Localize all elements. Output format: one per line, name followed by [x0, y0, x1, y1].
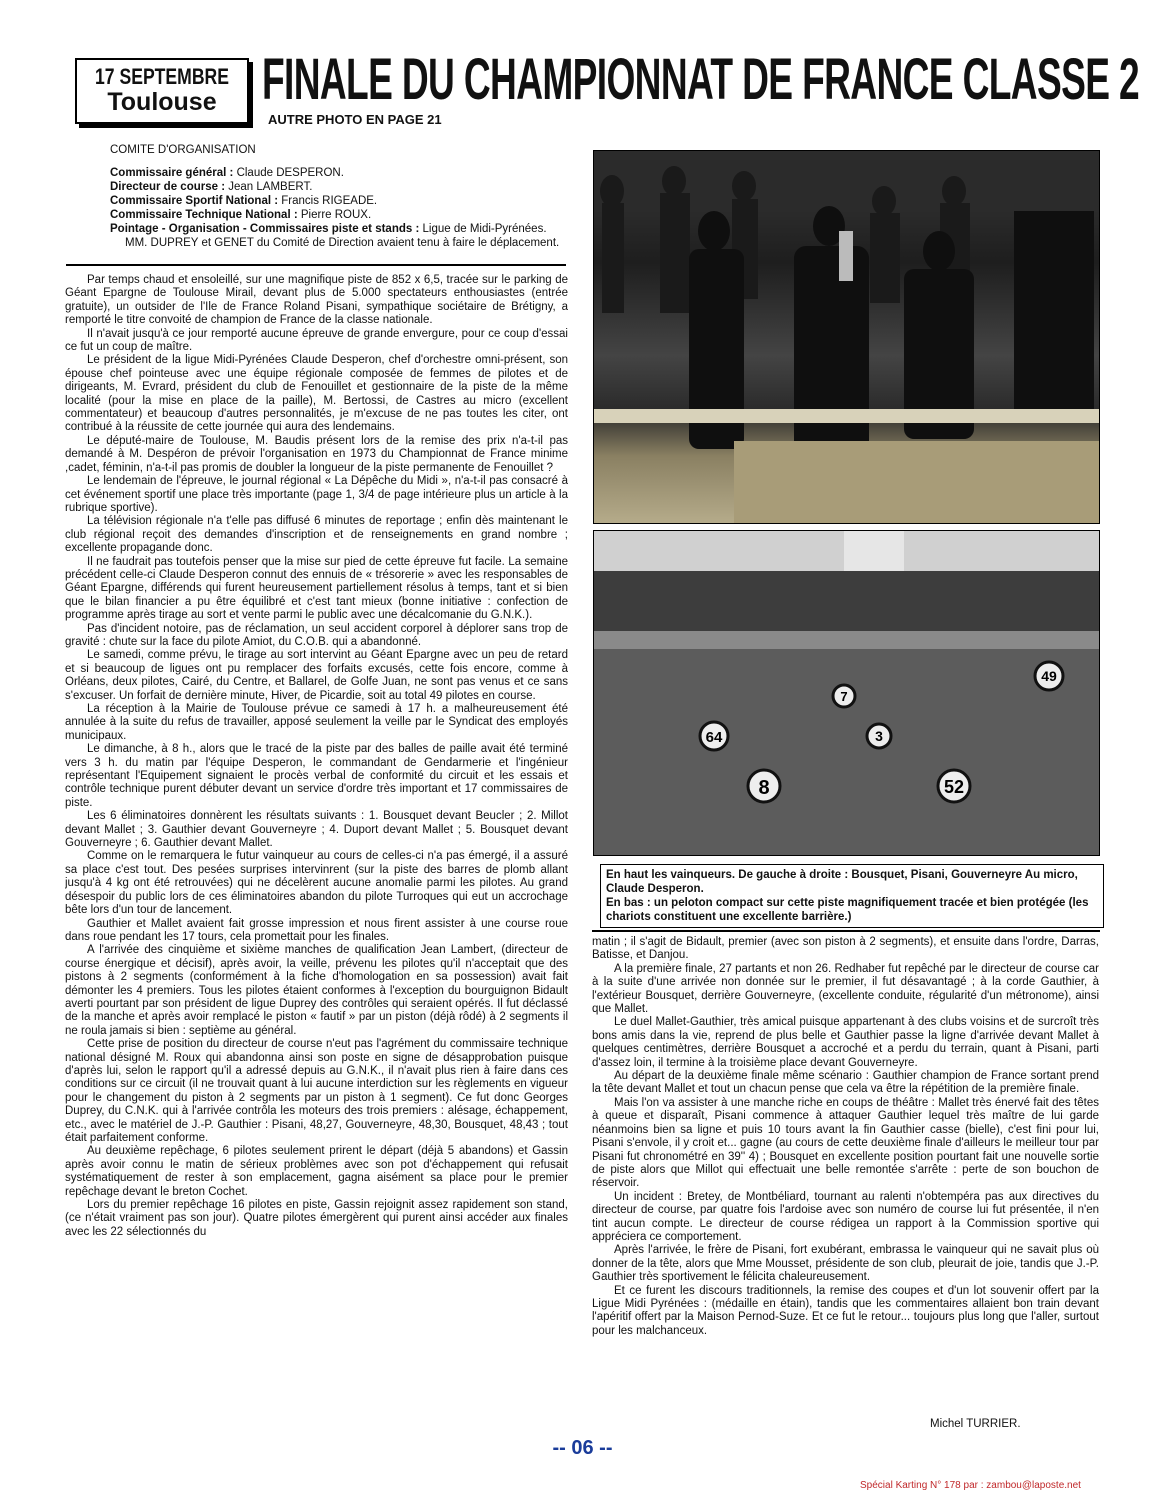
podium-illustration [594, 151, 1099, 523]
footer-label: Spécial Karting N° 178 par : [860, 1480, 984, 1491]
date-text: 17 SEPTEMBRE [95, 64, 229, 89]
comite-row [110, 222, 570, 236]
article-paragraph: Un incident : Bretey, de Montbéliard, tournant au ralenti n'obtempéra pas aux directives du directeur de course, par quatre fois l'ardoise avec son numéro de course lui fut présentée, il n'en tint aucun compte. Le directeur de course rédigea un rapport à la Commission sportive qui appréciera ce comportement. [592, 1190, 1099, 1243]
article-paragraph: Par temps chaud et ensoleillé, sur une magnifique piste de 852 x 6,5, tracée sur le parking de Géant Epargne de Toulouse Mirail, devant plus de 5.000 spectateurs enthousiastes (entrée gratuite), un outsider de l'Ile de France Roland Pisani, sympathique sociétaire de Brétigny, a remporté le titre convoité de champion de France de la classe nationale. [65, 274, 568, 327]
kart-number-label: 7 [840, 689, 848, 704]
caption-line-bottom: En bas : un peloton compact sur cette piste magnifiquement tracée et bien protégée (les chariots constituent une excellente barrière.) [606, 897, 1089, 923]
footer-email[interactable]: zambou@laposte.net [986, 1480, 1081, 1491]
page-title: FINALE DU CHAMPIONNAT DE FRANCE CLASSE 2 [262, 47, 1139, 112]
article-paragraph: Le duel Mallet-Gauthier, très amical puisque appartenant à des clubs voisins et de surcroît très bons amis dans la vie, reprend de plus belle et Gauthier passe la ligne d'arrivée devant Mallet à quelques centimètres, derrière Bousquet a accroché et a perdu du terrain, quant à Pisani, parti d'assez loin, il termine à la troisième place devant Gouverneyre. [592, 1016, 1099, 1069]
comite-row-value: Ligue de Midi-Pyrénées. [422, 223, 547, 235]
crowd-area [594, 571, 1099, 641]
comite-row-value: Claude DESPERON. [236, 167, 344, 179]
podium-edge [594, 409, 1099, 423]
kart-number-label: 3 [875, 728, 883, 744]
official-body [870, 213, 900, 303]
article-paragraph: Gauthier et Mallet avaient fait grosse impression et nous firent assister à une course roue dans roue pendant les 17 tours, cela promettait pour les finales. [65, 917, 568, 943]
driver-head [698, 211, 730, 251]
driver-head [923, 231, 955, 271]
comite-block [70, 143, 570, 250]
comite-row-label: Commissaire général : [110, 167, 234, 179]
article-paragraph: A l'arrivée des cinquième et sixième manches de qualification Jean Lambert, (directeur de course énergique et décisif), après avoir, la veille, prévenu les pilotes qu'il n'acceptait que des pistons à 2 segments (conformément à la fiche d'homologation en sa possession) avait fait démonter les 4 premiers. Tous les pilotes étaient conformes à l'exception du bourguignon Bidault averti pourtant par son président de ligue Duprey des contrôles qui seraient opérés. Il fut déclassé de la manche et après avoir remplacé le piston « fautif » par un piston (déjà rôdé) à 2 segments il ne roula jamais si bien : septième au général. [65, 944, 568, 1037]
article-paragraph: Après l'arrivée, le frère de Pisani, fort exubérant, embrassa le vainqueur qui ne savait plus où donner de la tête, alors que Mme Mousset, présidente de son club, pleurait de joie, tandis que J.-P. Gauthier très sportivement le félicita chaleureusement. [592, 1244, 1099, 1284]
official-figure [662, 166, 686, 196]
kart-number-label: 52 [943, 777, 965, 797]
kart-number-label: 49 [1041, 668, 1057, 684]
crowd-group [1014, 211, 1094, 411]
comite-heading: COMITE D'ORGANISATION [110, 144, 256, 156]
comite-rows [70, 166, 570, 236]
photo-caption [600, 864, 1104, 928]
comite-row [110, 208, 570, 222]
comite-note: MM. DUPREY et GENET du Comité de Direction avaient tenu à faire le déplacement. [125, 237, 560, 249]
winner-body [794, 246, 869, 466]
comite-row-label: Commissaire Technique National : [110, 209, 298, 221]
official-figure [942, 176, 966, 206]
article-paragraph: Et ce furent les discours traditionnels, la remise des coupes et d'un lot souvenir offert par la Ligue Midi Pyrénées : (médaille en étain), tandis que les commentaires allaient bon train devant l'apéritif offert par la Maison Pernod-Suze. Et ce fut le retour... toujours plus long que l'aller, surtout pour les malchanceux. [592, 1284, 1099, 1337]
article-paragraph: Comme on le remarquera le futur vainqueur au cours de celles-ci n'a pas émergé, il a assuré sa place c'est tout. Des pesées surprises intervinrent (sur la piste des barres de plomb allant jusqu'à 4 kg ont été retrouvées) qui ne décelèrent aucune anomalie parmi les pilotes. Au grand désespoir du public lors de ces éliminatoires abandon du pilote Turroques qui eut un accrochage bête lors d'un tour de lancement. [65, 850, 568, 917]
author-signature: Michel TURRIER. [930, 1418, 1021, 1430]
trophy-shape [839, 231, 853, 281]
track-surface [594, 649, 1099, 855]
article-paragraph: Il ne faudrait pas toutefois penser que la mise sur pied de cette épreuve fut facile. La semaine précédent celle-ci Claude Desperon connut des ennuis de « trésorerie » avec les responsables de Géant Epargne, différends qui furent heureusement partiellement résolus à temps, tant et si bien que le bilan financier a pu être équilibré et c'est tant mieux (bonne initiative : confection de programme après tirage au sort et vente parmi le public avec une décalcomanie du G.N.K.). [65, 555, 568, 622]
comite-row [110, 180, 570, 194]
article-paragraph: Le président de la ligue Midi-Pyrénées Claude Desperon, chef d'orchestre omni-présent, son épouse chef pointeuse avec une équipe régionale composée de femmes de pilotes et de dirigeants, M. Evrard, président du club de Fenouillet et gestionnaire de la piste de la même localité (pour la mise en place de la paille), M. Bertossi, de Castres au micro (excellent commentateur) et beaucoup d'autres personnalités, je m'excuse de ne pas toutes les citer, ont contribué à la réussite de cette journée qui aura des lendemains. [65, 354, 568, 434]
article-paragraph: Mais l'on va assister à une manche riche en coups de théâtre : Mallet très énervé fait des têtes à queue et disparaît, Pisani commence à attaquer Gauthier lequel très maître de lui garde néanmoins bien sa ligne et puis 10 tours avant la fin Gauthier casse (bielle), c'est fini pour lui, Pisani s'envole, il y croit et... gagne (au cours de cette deuxième finale d'ailleurs le meilleur tour par Pisani fut chronométré en 39'' 4) ; Bousquet en excellente position pourtant fait une nouvelle sortie de piste alors que Millot qui effectuait une belle remontée s'arrête : perte de son bouchon de réservoir. [592, 1096, 1099, 1190]
article-paragraph: La réception à la Mairie de Toulouse prévue ce samedi à 17 h. a malheureusement été annulée à la suite du refus de travailler, apposé seulement la veille par le Syndicat des employés municipaux. [65, 703, 568, 742]
spectator-body [602, 203, 624, 313]
race-illustration [594, 531, 1099, 855]
comite-row-label: Directeur de course : [110, 181, 226, 193]
winners-podium-photo [593, 150, 1100, 524]
comite-row-label: Pointage - Organisation - Commissaires piste et stands : [110, 223, 420, 235]
race-peloton-photo [593, 530, 1100, 856]
article-paragraph: Il n'avait jusqu'à ce jour remporté aucune épreuve de grande envergure, pour ce coup d'essai ce fut un coup de maître. [65, 327, 568, 354]
divider [66, 264, 566, 266]
article-paragraph: Au départ de la deuxième finale même scénario : Gauthier champion de France sortant prend la tête devant Mallet et tout un chacun pense que cela va être la répétition de la première finale. [592, 1070, 1099, 1096]
comite-row-value: Pierre ROUX. [300, 209, 372, 221]
article-paragraph: matin ; il s'agit de Bidault, premier (avec son piston à 2 segments), et ensuite dans l'ordre, Darras, Batisse, et Danjou. [592, 936, 1099, 962]
article-paragraph: Le lendemain de l'épreuve, le journal régional « La Dépêche du Midi », n'a-t-il pas consacré à cet événement sportif une place très importante (page 1, 3/4 de page intérieure plus un article à la rubrique sportive). [65, 475, 568, 514]
official-figure [872, 186, 896, 216]
article-right-column [592, 936, 1099, 1438]
caption-line-top: En haut les vainqueurs. De gauche à droite : Bousquet, Pisani, Gouverneyre Au micro, Claude Desperon. [606, 869, 1078, 895]
kart-number-label: 64 [705, 729, 723, 746]
article-paragraph: Au deuxième repêchage, 6 pilotes seulement prirent le départ (déjà 5 abandons) et Gassin après avoir connu le matin de sérieux problèmes avec son pot d'échappement qui refusait systématiquement de rester à son emplacement, gagna aisément sa place pour le premier repêchage devant le breton Cochet. [65, 1145, 568, 1198]
article-paragraph: A la première finale, 27 partants et non 26. Redhaber fut repêché par le directeur de course car à la suite d'une arrivée non donnée sur le premier, il fut désavantagé ; à la corde Gauthier, à l'extérieur Bousquet, derrière Gouverneyre, (excellente conduite, régularité d'un métronome), ainsi que Mallet. [592, 962, 1099, 1016]
date-box [75, 58, 249, 124]
kart-number-label: 8 [758, 777, 770, 799]
straw-bales [734, 441, 1099, 523]
article-paragraph: Le samedi, comme prévu, le tirage au sort intervint au Géant Epargne avec un peu de retard et si beaucoup de ligues ont pu remplacer des forfaits excusés, cette fois encore, comme à Orléans, deux pilotes, Cairé, du Centre, et Ballarel, de Golfe Juan, ne sont pas venus et ce sans s'excuser. Un forfait de dernière minute, Hiver, de Picardie, soit au total 49 pilotes en course. [65, 649, 568, 702]
official-body [660, 193, 690, 313]
spectator-figure [600, 175, 624, 207]
barrier-carts [594, 631, 1099, 649]
city-text: Toulouse [107, 88, 217, 116]
official-figure [732, 171, 756, 201]
article-paragraph: Le député-maire de Toulouse, M. Baudis présent lors de la remise des prix n'a-t-il pas demandé à M. Despéron de prévoir l'organisation en 1973 du Championnat de France minime ,cadet, féminin, n'a-t-il pas promis de doubler la longueur de la piste permanente de Fenouillet ? [65, 434, 568, 474]
divider [592, 930, 1100, 932]
article-left-column [65, 274, 568, 1429]
article-paragraph: La télévision régionale n'a t'elle pas diffusé 6 minutes de reportage ; enfin dès maintenant le club régional reçoit des demandes d'inscription et de renseignements en grand nombre ; excellente propagande donc. [65, 515, 568, 555]
comite-row-value: Jean LAMBERT. [228, 181, 313, 193]
comite-row-label: Commissaire Sportif National : [110, 195, 279, 207]
page-number: -- 06 -- [552, 1437, 613, 1459]
photo-reference: AUTRE PHOTO EN PAGE 21 [268, 112, 442, 127]
article-paragraph: Cette prise de position du directeur de course n'eut pas l'agrément du commissaire technique national désigné M. Roux qui abandonna ainsi son poste en signe de désapprobation puisque d'après lui, selon le rapport qu'il a adressé depuis au G.N.K., il n'avait plus rien à faire dans ces conditions sur ce circuit (il ne trouvait quant à lui aucune interdiction sur les règlements en vigueur pour le changement du piston à 2 segments par un piston à 1 segment). Ce fut donc Georges Duprey, du C.N.K. qui à l'arrivée contrôla les moteurs des trois premiers : alésage, échappement, etc., avec le matériel de J.-P. Gauthier : Pisani, 48,27, Gouverneyre, 48,30, Bousquet, 48,43 ; tout était parfaitement conforme. [65, 1038, 568, 1144]
comite-row [110, 194, 570, 208]
article-paragraph: Lors du premier repêchage 16 pilotes en piste, Gassin rejoignit assez rapidement son stand, (ce n'était vraiment pas son jour). Quatre pilotes émergèrent qui purent ainsi accéder aux finales avec les 22 sélectionnés du [65, 1199, 568, 1238]
comite-row-value: Francis RIGEADE. [281, 195, 378, 207]
footer-credit [860, 1480, 1081, 1491]
article-paragraph: Le dimanche, à 8 h., alors que le tracé de la piste par des balles de paille avait été terminé vers 3 h. du matin par l'équipe Desperon, le commandant de Gendarmerie et l'ingénieur représentant l'Equipement signaient le procès verbal de conformité du circuit et les essais et contrôle technique purent débuter devant un service d'ordre très important et 17 commissaires de piste. [65, 743, 568, 809]
article-paragraph: Pas d'incident notoire, pas de réclamation, un seul accident corporel à déplorer sans trop de gravité : chute sur la face du pilote Amiot, du C.O.B. qui a abandonné. [65, 622, 568, 648]
comite-row [110, 166, 570, 180]
article-paragraph: Les 6 éliminatoires donnèrent les résultats suivants : 1. Bousquet devant Beucler ; 2. Millot devant Mallet ; 3. Gauthier devant Gouverneyre ; 4. Duport devant Mallet ; 5. Bousquet devant Gouverneyre ; 6. Gauthier devant Mallet. [65, 810, 568, 850]
